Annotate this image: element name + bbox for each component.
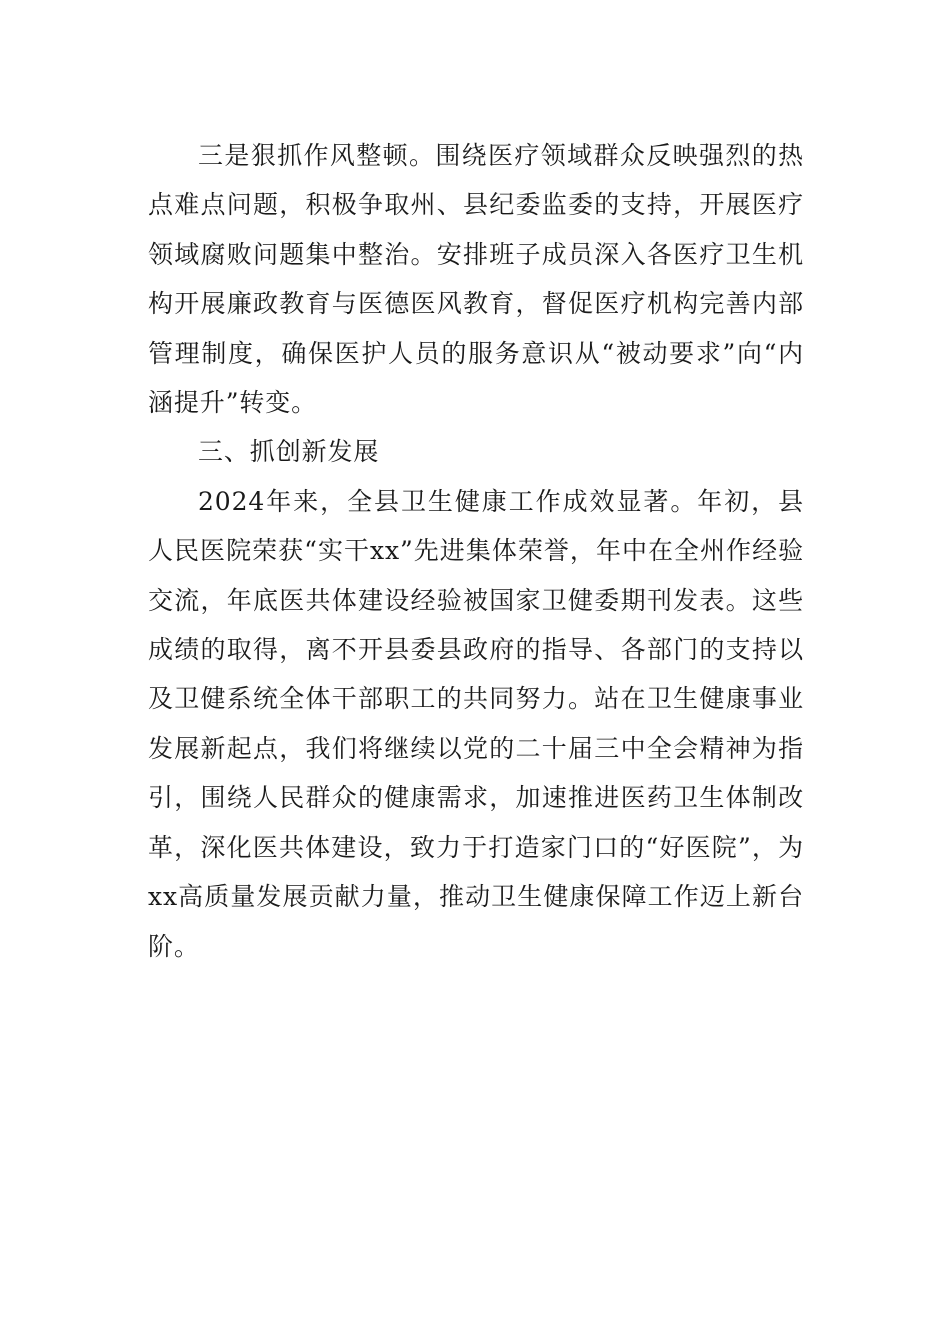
paragraph-achievements: 2024年来，全县卫生健康工作成效显著。年初，县人民医院荣获“实干xx”先进集体荣誉，年中在全州作经验交流，年底医共体建设经验被国家卫健委期刊发表。这些成绩的取得，离不开县委县政府的指导、各部门的支持以及卫健系统全体干部职工的共同努力。站在卫生健康事业发展新起点，我们将继续以党的二十届三中全会精神为指引，围绕人民群众的健康需求，加速推进医药卫生体制改革，深化医共体建设，致力于打造家门口的“好医院”，为xx高质量发展贡献力量，推动卫生健康保障工作迈上新台阶。 <box>148 486 804 961</box>
section-heading-innovation: 三、抓创新发展 <box>198 437 380 467</box>
document-body <box>148 131 804 971</box>
paragraph-work-style: 三是狠抓作风整顿。围绕医疗领域群众反映强烈的热点难点问题，积极争取州、县纪委监委的支持，开展医疗领域腐败问题集中整治。安排班子成员深入各医疗卫生机构开展廉政教育与医德医风教育，督促医疗机构完善内部管理制度，确保医护人员的服务意识从“被动要求”向“内涵提升”转变。 <box>148 141 804 418</box>
